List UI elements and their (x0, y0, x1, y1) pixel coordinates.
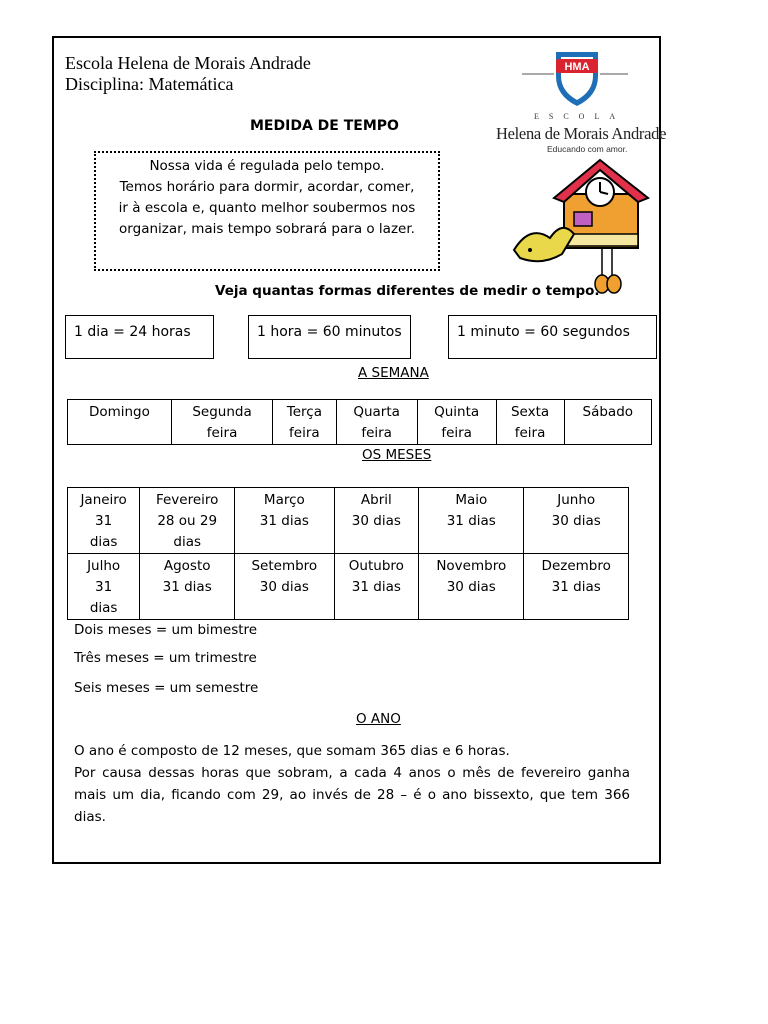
period-semestre: Seis meses = um semestre (74, 680, 259, 696)
table-cell: Sábado (564, 400, 651, 445)
period-trimestre: Três meses = um trimestre (74, 650, 257, 666)
logo-escola-label: ESCOLA (534, 112, 626, 121)
subtitle: Veja quantas formas diferentes de medir o tempo. (215, 283, 600, 299)
period-bimestre: Dois meses = um bimestre (74, 622, 258, 638)
table-cell: Abril 30 dias (334, 488, 419, 554)
table-cell: Outubro 31 dias (334, 554, 419, 620)
school-name: Escola Helena de Morais Andrade (65, 53, 311, 73)
school-header (65, 53, 311, 95)
cuckoo-clock-illustration (502, 154, 658, 294)
shield-icon (492, 44, 662, 114)
table-cell: Fevereiro 28 ou 29 dias (140, 488, 235, 554)
conversion-box-hour: 1 hora = 60 minutos (248, 315, 411, 359)
year-heading: O ANO (356, 711, 401, 727)
table-cell: Quarta feira (336, 400, 417, 445)
intro-line: Nossa vida é regulada pelo tempo. (149, 158, 385, 174)
table-row (68, 554, 629, 620)
table-cell: Quinta feira (417, 400, 496, 445)
table-cell: Domingo (68, 400, 172, 445)
logo-school-name: Helena de Morais Andrade (496, 124, 667, 143)
year-paragraph (74, 740, 630, 828)
week-heading: A SEMANA (358, 365, 429, 381)
week-table (67, 399, 652, 445)
table-cell: Terça feira (273, 400, 336, 445)
table-cell: Dezembro 31 dias (524, 554, 629, 620)
logo-tagline: Educando com amor. (547, 144, 628, 154)
school-logo (492, 44, 667, 154)
table-cell: Março 31 dias (235, 488, 334, 554)
table-cell: Agosto 31 dias (140, 554, 235, 620)
months-table (67, 487, 629, 620)
table-cell: Novembro 30 dias (419, 554, 524, 620)
table-row (68, 400, 652, 445)
year-line: O ano é composto de 12 meses, que somam 365 dias e 6 horas. (74, 743, 510, 759)
cuckoo-clock-icon (502, 154, 658, 294)
intro-line: ir à escola e, quanto melhor soubermos nos (118, 200, 416, 216)
table-row (68, 488, 629, 554)
intro-box (94, 151, 440, 271)
intro-line: organizar, mais tempo sobrará para o lazer. (119, 221, 415, 237)
table-cell: Junho 30 dias (524, 488, 629, 554)
conversion-box-minute: 1 minuto = 60 segundos (448, 315, 657, 359)
table-cell: Segunda feira (171, 400, 272, 445)
page-title: MEDIDA DE TEMPO (250, 118, 399, 134)
worksheet (52, 36, 667, 864)
months-heading: OS MESES (362, 447, 432, 463)
table-cell: Setembro 30 dias (235, 554, 334, 620)
table-cell: Julho 31 dias (68, 554, 140, 620)
table-cell: Maio 31 dias (419, 488, 524, 554)
discipline-name: Disciplina: Matemática (65, 74, 234, 94)
year-line: Por causa dessas horas que sobram, a cada 4 anos o mês de fevereiro ganha mais um dia, ficando com 29, ao invés de 28 – é o ano bissexto, que tem 366 dias. (74, 765, 630, 825)
logo-badge-text: HMA (564, 61, 590, 73)
table-cell: Sexta feira (496, 400, 564, 445)
table-cell: Janeiro 31 dias (68, 488, 140, 554)
intro-line: Temos horário para dormir, acordar, comer, (119, 179, 415, 195)
conversion-box-day: 1 dia = 24 horas (65, 315, 214, 359)
